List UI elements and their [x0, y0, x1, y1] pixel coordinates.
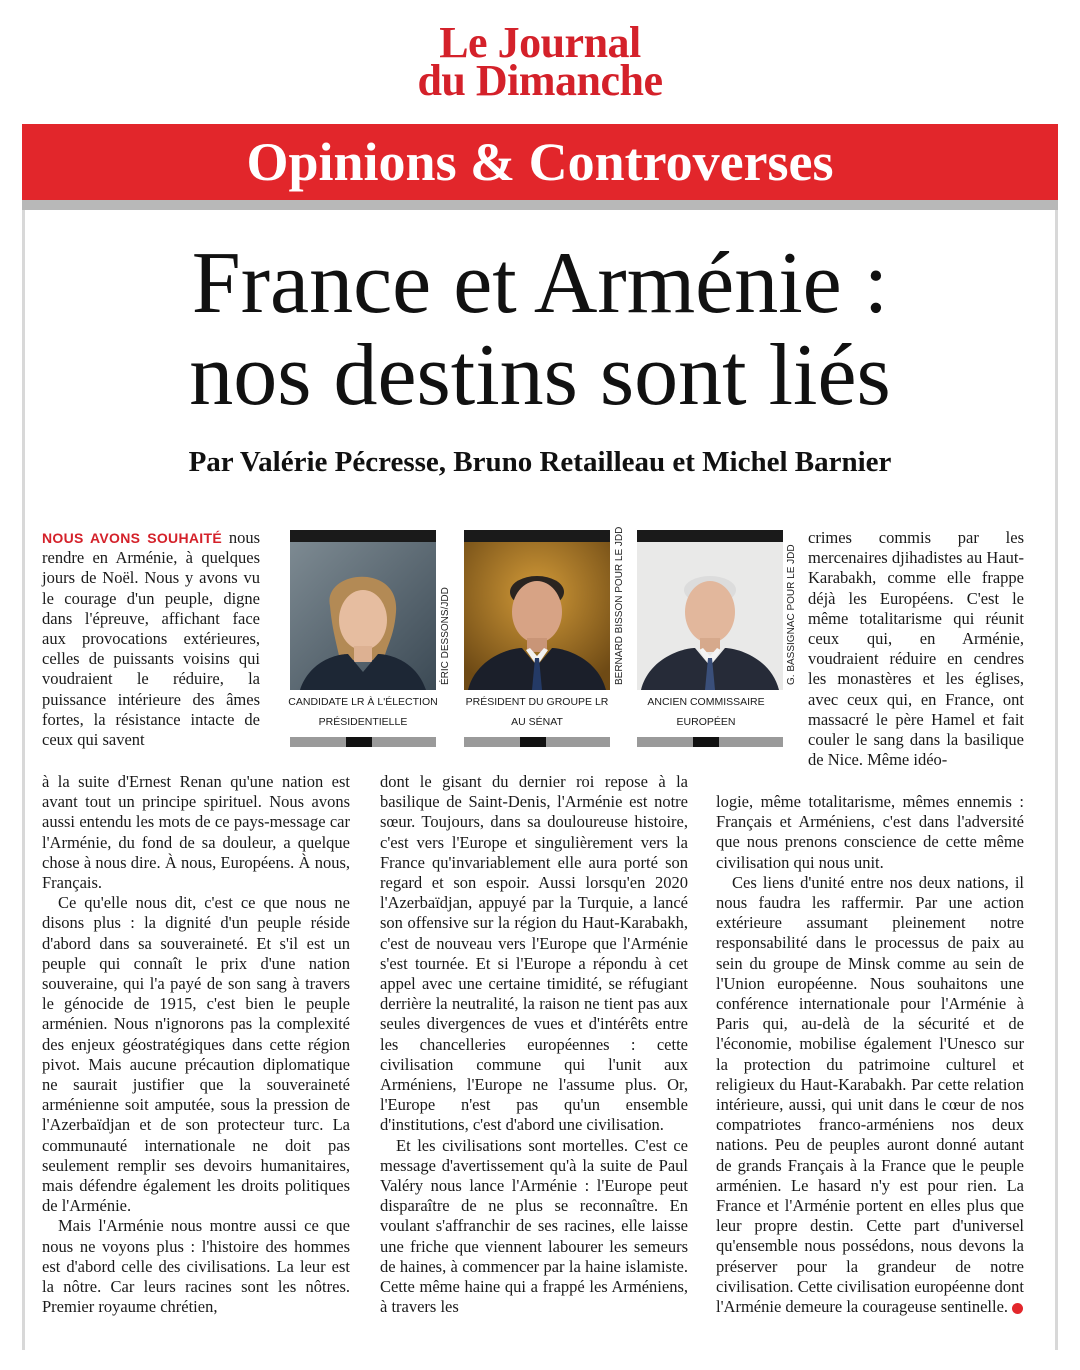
- article-column-2: [380, 772, 688, 1317]
- photo-frame-top: [290, 530, 436, 542]
- caption-line: PRÉSIDENT DU GROUPE LR: [465, 696, 609, 708]
- caption-line: AU SÉNAT: [511, 716, 563, 728]
- end-of-article-dot: [1012, 1303, 1023, 1314]
- headline-line-1: France et Arménie :: [191, 235, 889, 332]
- portrait-photo-retailleau: [464, 542, 610, 690]
- section-banner: [22, 124, 1058, 200]
- caption-line: ANCIEN COMMISSAIRE: [647, 696, 765, 708]
- portrait-photo-pecresse: [290, 542, 436, 690]
- photo-credit: G. BASSIGNAC POUR LE JDD: [786, 544, 797, 685]
- paragraph: à la suite d'Ernest Renan qu'une nation est avant tout un principe spirituel. Nous avons aussi entendu les mots de ce pays-message car l'Arménie, du fond de sa douleur, a quelque chose à nous dire. À nous, Européens. À nous, Français.: [42, 772, 350, 893]
- paragraph: Et les civilisations sont mortelles. C'est ce message d'avertissement qu'à la suite de Paul Valéry nous lance l'Arménie : l'Europe peut disparaître de ne plus se reconnaître. En voulant s'affranchir de ses racines, elle laisse une friche que viennent labourer les semeurs de haines, à commencer par la haine islamiste. Cette même haine qui a frappé les Arméniens, à travers les: [380, 1135, 688, 1317]
- caption-line: EUROPÉEN: [676, 716, 736, 728]
- paragraph: Ce qu'elle nous dit, c'est ce que nous ne disons plus : la dignité d'un peuple réside d'abord dans sa souveraineté. Et s'il est un peuple qui connaît le prix d'une nation souveraine, qui l'a payé de son sang à travers le génocide de 1915, c'est bien le peuple arménien. Nous n'ignorons pas la complexité des enjeux géostratégiques dans cette région pivot. Mais aucune précaution diplomatique ne saurait justifier que la souveraineté arménienne soit amputée, sous la pression de l'Azerbaïdjan et de son protecteur turc. La communauté internationale ne doit pas seulement remplir ses devoirs humanitaires, mais défendre également les droits politiques de l'Arménie.: [42, 893, 350, 1216]
- headline-line-2: nos destins sont liés: [189, 327, 891, 424]
- article-column-1-top: [42, 528, 260, 750]
- newspaper-logo: [0, 18, 1080, 105]
- caption-bar: [290, 737, 436, 747]
- paragraph-text: Ces liens d'unité entre nos deux nations, il nous faudra les raffermir. Par une action extérieure assumant pleinement notre responsabilité dans le processus de paix au sein du groupe de Minsk comme au sein de l'Union européenne. Nous souhaitons une conférence internationale pour l'Arménie à Paris qui, au-delà de la sécurité et de l'économie, mobilise également l'Unesco sur la protection du patrimoine culturel et religieux du Haut-Karabakh. Par cette relation intérieure, aussi, qui unit dans le cœur de nos compatriotes franco-arméniens nos deux nations. Peu de peuples auront donné autant de grands Français à la France que le peuple arménien. Le hasard n'y est pour rien. La France et l'Arménie portent en elles plus que leur propre destin. Cette part d'universel qu'ensemble nous possédons, nous devons la préserver pour la grandeur de notre civilisation. Cette civilisation européenne dont l'Arménie demeure la courageuse sentinelle.: [716, 872, 1024, 1317]
- caption-bar: [464, 737, 610, 747]
- caption-bar: [637, 737, 783, 747]
- banner-underline: [22, 200, 1058, 210]
- paragraph: crimes commis par les mercenaires djihadistes au Haut-Karabakh, comme elle frappe déjà les Européens. C'est le même totalitarisme qui réunit ceux qui, en Arménie, voudraient réduire en cendres les monastères et les églises, avec ceux qui, en France, ont massacré le père Hamel et fait couler le sang dans la basilique de Nice. Même idéo-: [808, 528, 1024, 770]
- paragraph: [716, 873, 1024, 1317]
- photo-credit: BERNARD BISSON POUR LE JDD: [614, 526, 625, 685]
- portrait-image: [290, 542, 436, 690]
- photo-credit: ÉRIC DESSONS/JDD: [440, 587, 451, 685]
- portrait-image: [637, 542, 783, 690]
- caption-line: PRÉSIDENTIELLE: [318, 716, 408, 728]
- section-title: Opinions & Controverses: [246, 132, 834, 192]
- article-byline: Par Valérie Pécresse, Bruno Retailleau et Michel Barnier: [188, 446, 892, 478]
- paragraph: dont le gisant du dernier roi repose à la basilique de Saint-Denis, l'Arménie est notre sœur. Toujours, dans sa douloureuse histoire, c'est vers l'Europe et singulièrement vers la France qu'invariablement elle aura porté son regard et son espoir. Aussi lorsqu'en 2020 l'Azerbaïdjan, appuyé par la Turquie, a lancé son offensive sur la région du Haut-Karabakh, c'est de nouveau vers l'Europe que l'Arménie s'est tournée. Et si l'Europe a répondu à cet appel avec une certaine timidité, se réfugiant derrière la neutralité, la raison ne tient pas aux seules divergences de vues et d'intérêts entre les chancelleries européennes : cette civilisation commune qui l'unit aux Arméniens, l'Europe ne l'assume plus. Or, l'Europe n'est pas qu'un ensemble d'institutions, c'est d'abord une civilisation.: [380, 772, 688, 1135]
- caption-line: CANDIDATE LR À L'ÉLECTION: [288, 696, 438, 708]
- logo-line-2: du Dimanche: [417, 56, 663, 105]
- photo-frame-top: [637, 530, 783, 542]
- logo-line-1: Le Journal: [439, 18, 641, 67]
- paragraph: logie, même totalitarisme, mêmes ennemis : Français et Arméniens, c'est dans l'adversité que nous prenons conscience de cette même civilisation qui nous unit.: [716, 792, 1024, 872]
- article-headline: [0, 235, 1080, 424]
- portrait-image: [464, 542, 610, 690]
- photo-caption: [270, 692, 456, 732]
- article-column-3: [716, 792, 1024, 1317]
- photo-caption: [444, 692, 630, 732]
- photo-caption: [613, 692, 799, 732]
- photo-frame-top: [464, 530, 610, 542]
- lead-in: NOUS AVONS SOUHAITÉ: [42, 530, 222, 546]
- article-column-1: [42, 772, 350, 1317]
- paragraph-text: nous rendre en Arménie, à quelques jours de Noël. Nous y avons vu le courage d'un peuple, digne dans l'épreuve, affichant face aux provocations extérieures, celles de puissants voisins qui voudraient le réduire, la puissance intérieure des âmes fortes, la résistance intacte de ceux qui savent: [42, 528, 260, 750]
- paragraph: Mais l'Arménie nous montre aussi ce que nous ne voyons plus : l'histoire des hommes est d'abord celle des civilisations. La leur est la nôtre. Car leurs racines sont les nôtres. Premier royaume chrétien,: [42, 1216, 350, 1317]
- portrait-photo-barnier: [637, 542, 783, 690]
- article-column-3-top: [808, 528, 1024, 770]
